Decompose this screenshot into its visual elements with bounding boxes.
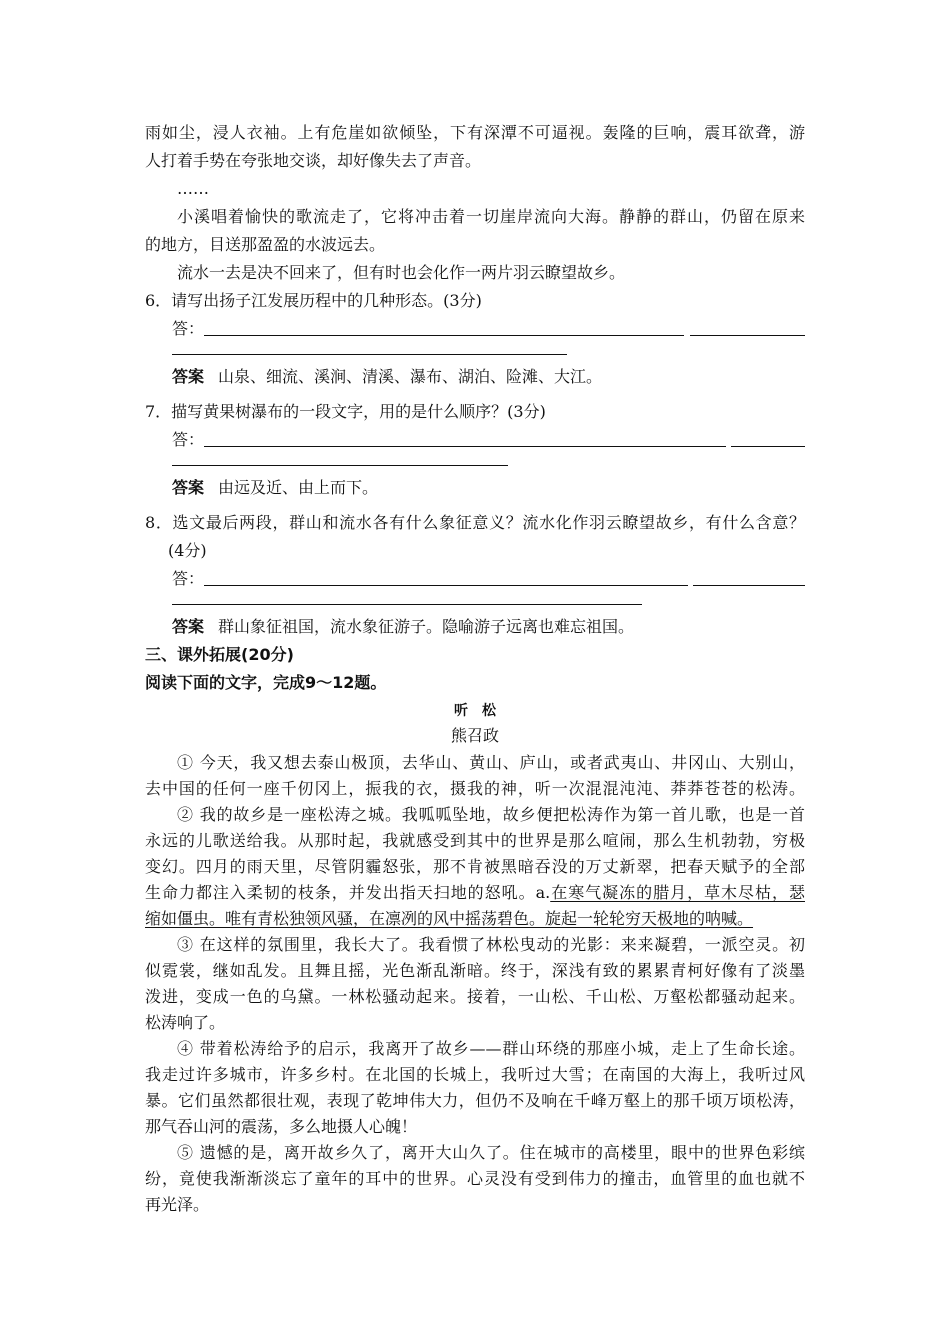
paragraph-2-line xyxy=(145,879,805,907)
paragraph-1-line: ① 今天，我又想去泰山极顶，去华山、黄山、庐山，或者武夷山、井冈山、大别山， xyxy=(177,753,805,772)
paragraph-2-line xyxy=(145,905,753,933)
answer-text: 由远及近、由上而下。 xyxy=(218,478,379,497)
passage-title: 听 松 xyxy=(454,703,496,719)
answer-line[interactable] xyxy=(172,465,508,466)
question-8-stem: 8．选文最后两段，群山和流水各有什么象征意义？流水化作羽云瞭望故乡，有什么含意？ xyxy=(145,513,805,532)
paragraph-5-line: 再光泽。 xyxy=(145,1195,210,1214)
paragraph-4-line: ④ 带着松涛给予的启示，我离开了故乡——群山环绕的那座小城，走上了生命长途。 xyxy=(177,1039,805,1058)
plain-text: 生命力都注入柔韧的枝条，并发出指天扫地的怒吼。 xyxy=(145,883,536,902)
passage-line: 流水一去是决不回来了，但有时也会化作一两片羽云瞭望故乡。 xyxy=(177,263,626,282)
section-instruction: 阅读下面的文字，完成9～12题。 xyxy=(145,673,387,692)
answer-row xyxy=(172,474,378,502)
question-8-stem-cont: (4分) xyxy=(168,541,207,560)
answer-line[interactable] xyxy=(204,585,688,586)
answer-label: 答案 xyxy=(172,617,205,636)
answer-line[interactable] xyxy=(172,604,642,605)
passage-line: 人打着手势在夸张地交谈，却好像失去了声音。 xyxy=(145,151,482,170)
paragraph-3-line: ③ 在这样的氛围里，我长大了。我看惯了林松曳动的光影：来来凝碧，一派空灵。初 xyxy=(177,935,805,954)
answer-line[interactable] xyxy=(690,335,805,336)
paragraph-3-line: 似霓裳，继如乱发。且舞且摇，光色渐乱渐暗。终于，深浅有致的累累青柯好像有了淡墨 xyxy=(145,961,805,980)
paragraph-2-line: 永远的儿歌送给我。从那时起，我就感受到其中的世界是那么喧闹，那么生机勃勃，穷极 xyxy=(145,831,805,850)
answer-text: 群山象征祖国，流水象征游子。隐喻游子远离也难忘祖国。 xyxy=(218,617,635,636)
ellipsis: …… xyxy=(177,179,209,198)
answer-row xyxy=(172,363,602,391)
paragraph-3-line: 松涛响了。 xyxy=(145,1013,226,1032)
annotation-marker: a. xyxy=(535,883,551,902)
answer-line[interactable] xyxy=(693,585,805,586)
passage-line: 小溪唱着愉快的歌流走了，它将冲击着一切崖岸流向大海。静静的群山，仍留在原来 xyxy=(177,207,805,226)
answer-prompt: 答： xyxy=(172,430,205,449)
paragraph-1-line: 去中国的任何一座千仞冈上，振我的衣，摄我的神，听一次混混沌沌、莽莽苍苍的松涛。 xyxy=(145,779,805,798)
answer-prompt: 答： xyxy=(172,569,205,588)
answer-line[interactable] xyxy=(172,354,567,355)
paragraph-4-line: 我走过许多城市，许多乡村。在北国的长城上，我听过大雪；在南国的大海上，我听过风 xyxy=(145,1065,805,1084)
answer-prompt: 答： xyxy=(172,319,205,338)
answer-line[interactable] xyxy=(731,446,805,447)
passage-line: 的地方，目送那盈盈的水波远去。 xyxy=(145,235,386,254)
answer-label: 答案 xyxy=(172,367,205,386)
passage-author: 熊召政 xyxy=(450,726,499,745)
paragraph-3-line: 泼进，变成一色的乌黛。一林松骚动起来。接着，一山松、千山松、万壑松都骚动起来。 xyxy=(145,987,805,1006)
answer-line[interactable] xyxy=(204,335,684,336)
question-6-stem: 6．请写出扬子江发展历程中的几种形态。(3分) xyxy=(145,291,482,310)
section-heading: 三、课外拓展(20分) xyxy=(145,645,294,664)
answer-row xyxy=(172,613,634,641)
paragraph-5-line: ⑤ 遗憾的是，离开故乡久了，离开大山久了。住在城市的高楼里，眼中的世界色彩缤 xyxy=(177,1143,805,1162)
underlined-sentence: 在寒气凝冻的腊月，草木尽枯，瑟 xyxy=(550,883,805,902)
passage-line: 雨如尘，浸人衣袖。上有危崖如欲倾坠，下有深潭不可逼视。轰隆的巨响，震耳欲聋，游 xyxy=(145,123,805,142)
answer-label: 答案 xyxy=(172,478,205,497)
underlined-sentence: 缩如僵虫。唯有青松独领风骚，在凛冽的风中摇荡碧色。旋起一轮轮穷天极地的呐喊。 xyxy=(145,909,754,928)
paragraph-5-line: 纷，竟使我渐渐淡忘了童年的耳中的世界。心灵没有受到伟力的撞击，血管里的血也就不 xyxy=(145,1169,805,1188)
paragraph-4-line: 那气吞山河的震荡，多么地摄人心魄！ xyxy=(145,1117,418,1136)
answer-text: 山泉、细流、溪涧、清溪、瀑布、湖泊、险滩、大江。 xyxy=(218,367,603,386)
answer-line[interactable] xyxy=(204,446,726,447)
paragraph-2-line: ② 我的故乡是一座松涛之城。我呱呱坠地，故乡便把松涛作为第一首儿歌，也是一首 xyxy=(177,805,805,824)
paragraph-2-line: 变幻。四月的雨天里，尽管阴霾怒张，那不肯被黑暗吞没的万丈新翠，把春天赋予的全部 xyxy=(145,857,805,876)
question-7-stem: 7．描写黄果树瀑布的一段文字，用的是什么顺序？(3分) xyxy=(145,402,546,421)
paragraph-4-line: 暴。它们虽然都很壮观，表现了乾坤伟大力，但仍不及响在千峰万壑上的那千顷万顷松涛， xyxy=(145,1091,805,1110)
